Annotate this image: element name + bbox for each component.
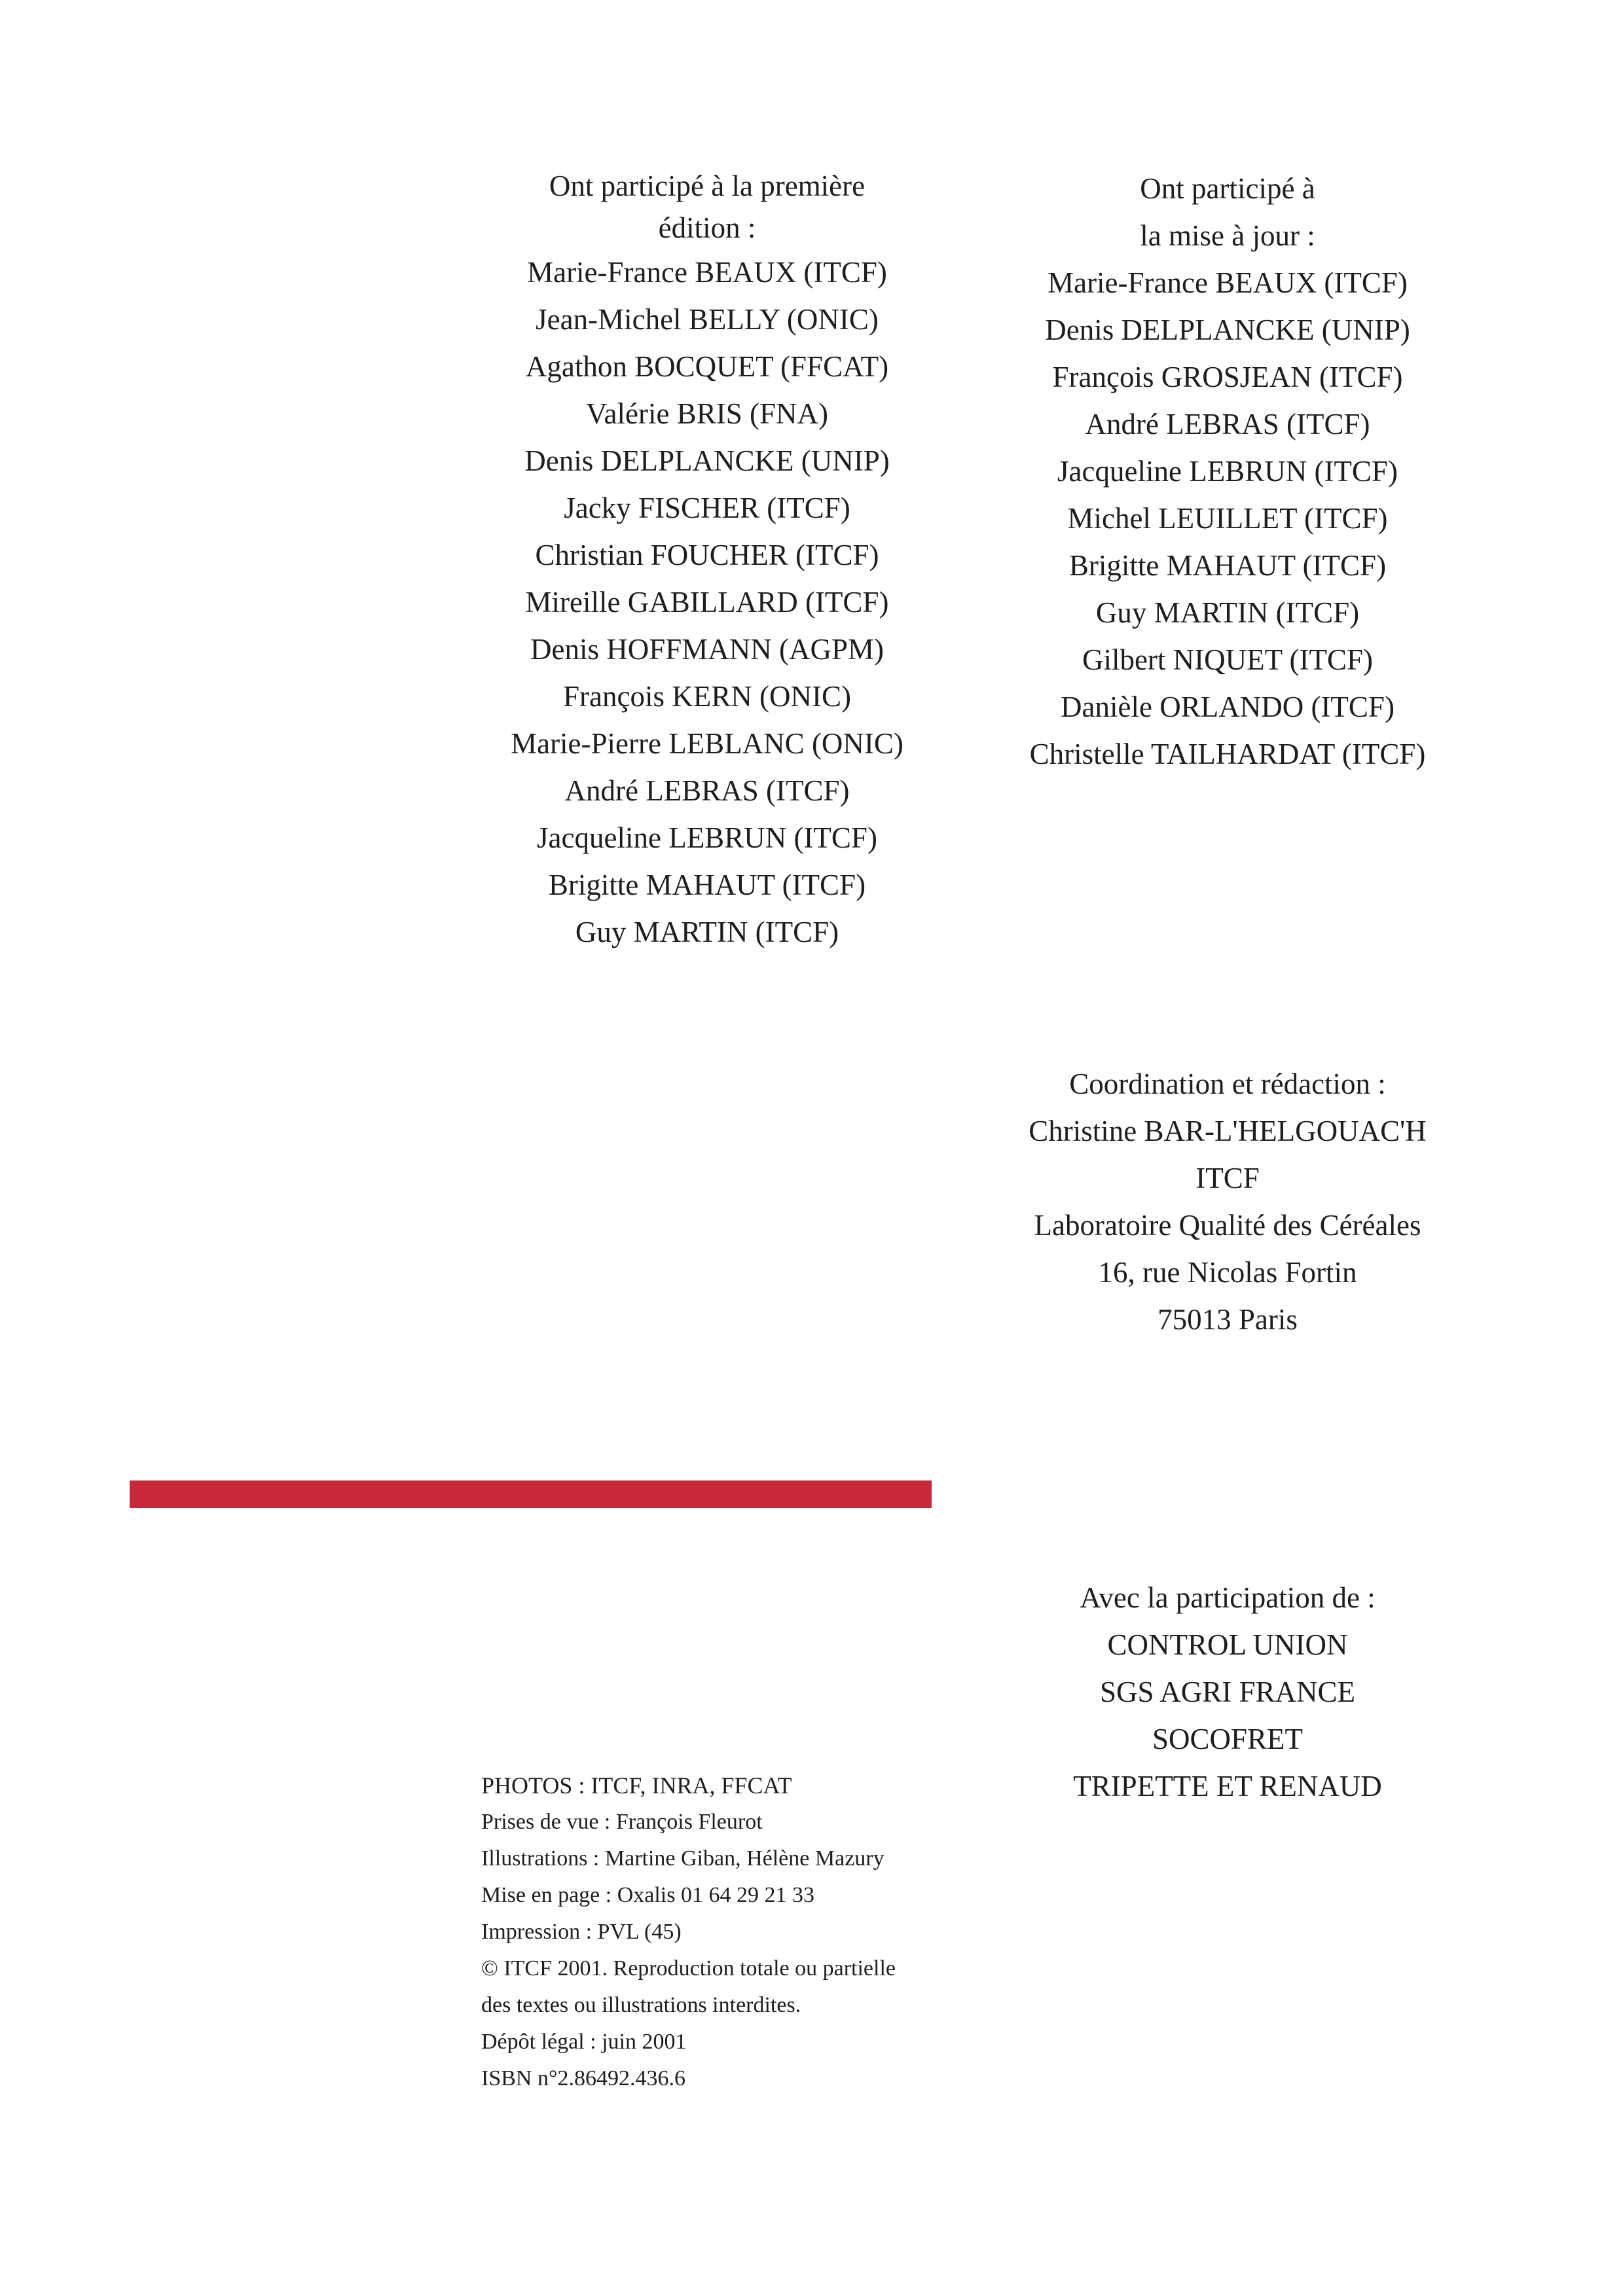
- contributor-name: Mireille GABILLARD (ITCF): [525, 586, 889, 619]
- contributor-name: Agathon BOCQUET (FFCAT): [525, 350, 889, 383]
- contributor-name: Denis HOFFMANN (AGPM): [530, 633, 884, 666]
- credit-line: Dépôt légal : juin 2001: [481, 2030, 687, 2054]
- contributor-name: Jacky FISCHER (ITCF): [564, 492, 850, 524]
- credit-line: des textes ou illustrations interdites.: [481, 1993, 801, 2017]
- partner-name: SGS AGRI FRANCE: [1099, 1676, 1356, 1708]
- credit-line: Illustrations : Martine Giban, Hélène Mazury: [481, 1846, 884, 1871]
- contributor-name: Christelle TAILHARDAT (ITCF): [1029, 738, 1426, 770]
- update-heading: Ont participé à: [1140, 172, 1315, 205]
- first-edition-heading: Ont participé à la première: [549, 170, 866, 202]
- contributor-name: Jacqueline LEBRUN (ITCF): [537, 821, 877, 854]
- partner-name: CONTROL UNION: [1107, 1628, 1348, 1661]
- contributor-name: Marie-France BEAUX (ITCF): [1048, 266, 1408, 299]
- update-heading: la mise à jour :: [1140, 219, 1315, 252]
- contributor-name: Marie-Pierre LEBLANC (ONIC): [511, 727, 903, 760]
- partners-heading: Avec la participation de :: [1080, 1581, 1376, 1614]
- coordination-line: ITCF: [1195, 1162, 1260, 1194]
- contributor-name: André LEBRAS (ITCF): [564, 774, 850, 807]
- credit-line: © ITCF 2001. Reproduction totale ou partielle: [481, 1956, 896, 1981]
- contributor-name: Guy MARTIN (ITCF): [1095, 596, 1360, 629]
- partner-name: TRIPETTE ET RENAUD: [1073, 1770, 1382, 1803]
- coordination-line: 16, rue Nicolas Fortin: [1098, 1256, 1357, 1289]
- credit-line: ISBN n°2.86492.436.6: [481, 2066, 686, 2090]
- contributor-name: Brigitte MAHAUT (ITCF): [1068, 549, 1387, 582]
- contributor-name: Jean-Michel BELLY (ONIC): [536, 303, 879, 336]
- coordination-heading: Coordination et rédaction :: [1069, 1067, 1386, 1100]
- contributor-name: Danièle ORLANDO (ITCF): [1061, 691, 1395, 723]
- first-edition-credits: [471, 165, 943, 956]
- contributor-name: Gilbert NIQUET (ITCF): [1082, 643, 1374, 676]
- credit-line: Mise en page : Oxalis 01 64 29 21 33: [481, 1883, 814, 1907]
- contributor-name: Guy MARTIN (ITCF): [575, 916, 839, 948]
- first-edition-heading: édition :: [658, 211, 756, 244]
- contributor-name: André LEBRAS (ITCF): [1085, 408, 1370, 440]
- contributor-name: François GROSJEAN (ITCF): [1052, 361, 1403, 393]
- contributor-name: Christian FOUCHER (ITCF): [535, 539, 879, 571]
- contributor-name: Valérie BRIS (FNA): [586, 397, 828, 430]
- red-divider-band: [130, 1480, 932, 1508]
- contributor-name: Brigitte MAHAUT (ITCF): [548, 869, 866, 901]
- credit-line: Prises de vue : François Fleurot: [481, 1810, 763, 1834]
- coordination-line: Christine BAR-L'HELGOUAC'H: [1029, 1115, 1427, 1147]
- update-credits: [1005, 165, 1450, 778]
- contributor-name: Michel LEUILLET (ITCF): [1067, 502, 1388, 535]
- contributor-name: François KERN (ONIC): [563, 680, 851, 713]
- contributor-name: Denis DELPLANCKE (UNIP): [1045, 314, 1410, 346]
- partner-name: SOCOFRET: [1152, 1723, 1304, 1755]
- coordination-line: 75013 Paris: [1158, 1303, 1298, 1336]
- publication-credits: [481, 1767, 979, 2097]
- contributor-name: Jacqueline LEBRUN (ITCF): [1057, 455, 1398, 488]
- credit-line: Impression : PVL (45): [481, 1920, 682, 1944]
- contributor-name: Marie-France BEAUX (ITCF): [527, 256, 887, 289]
- partners-block: [1005, 1574, 1450, 1810]
- photos-credit: PHOTOS : ITCF, INRA, FFCAT: [481, 1772, 792, 1799]
- coordination-line: Laboratoire Qualité des Céréales: [1034, 1209, 1421, 1242]
- coordination-block: [1005, 1060, 1450, 1343]
- contributor-name: Denis DELPLANCKE (UNIP): [524, 444, 890, 477]
